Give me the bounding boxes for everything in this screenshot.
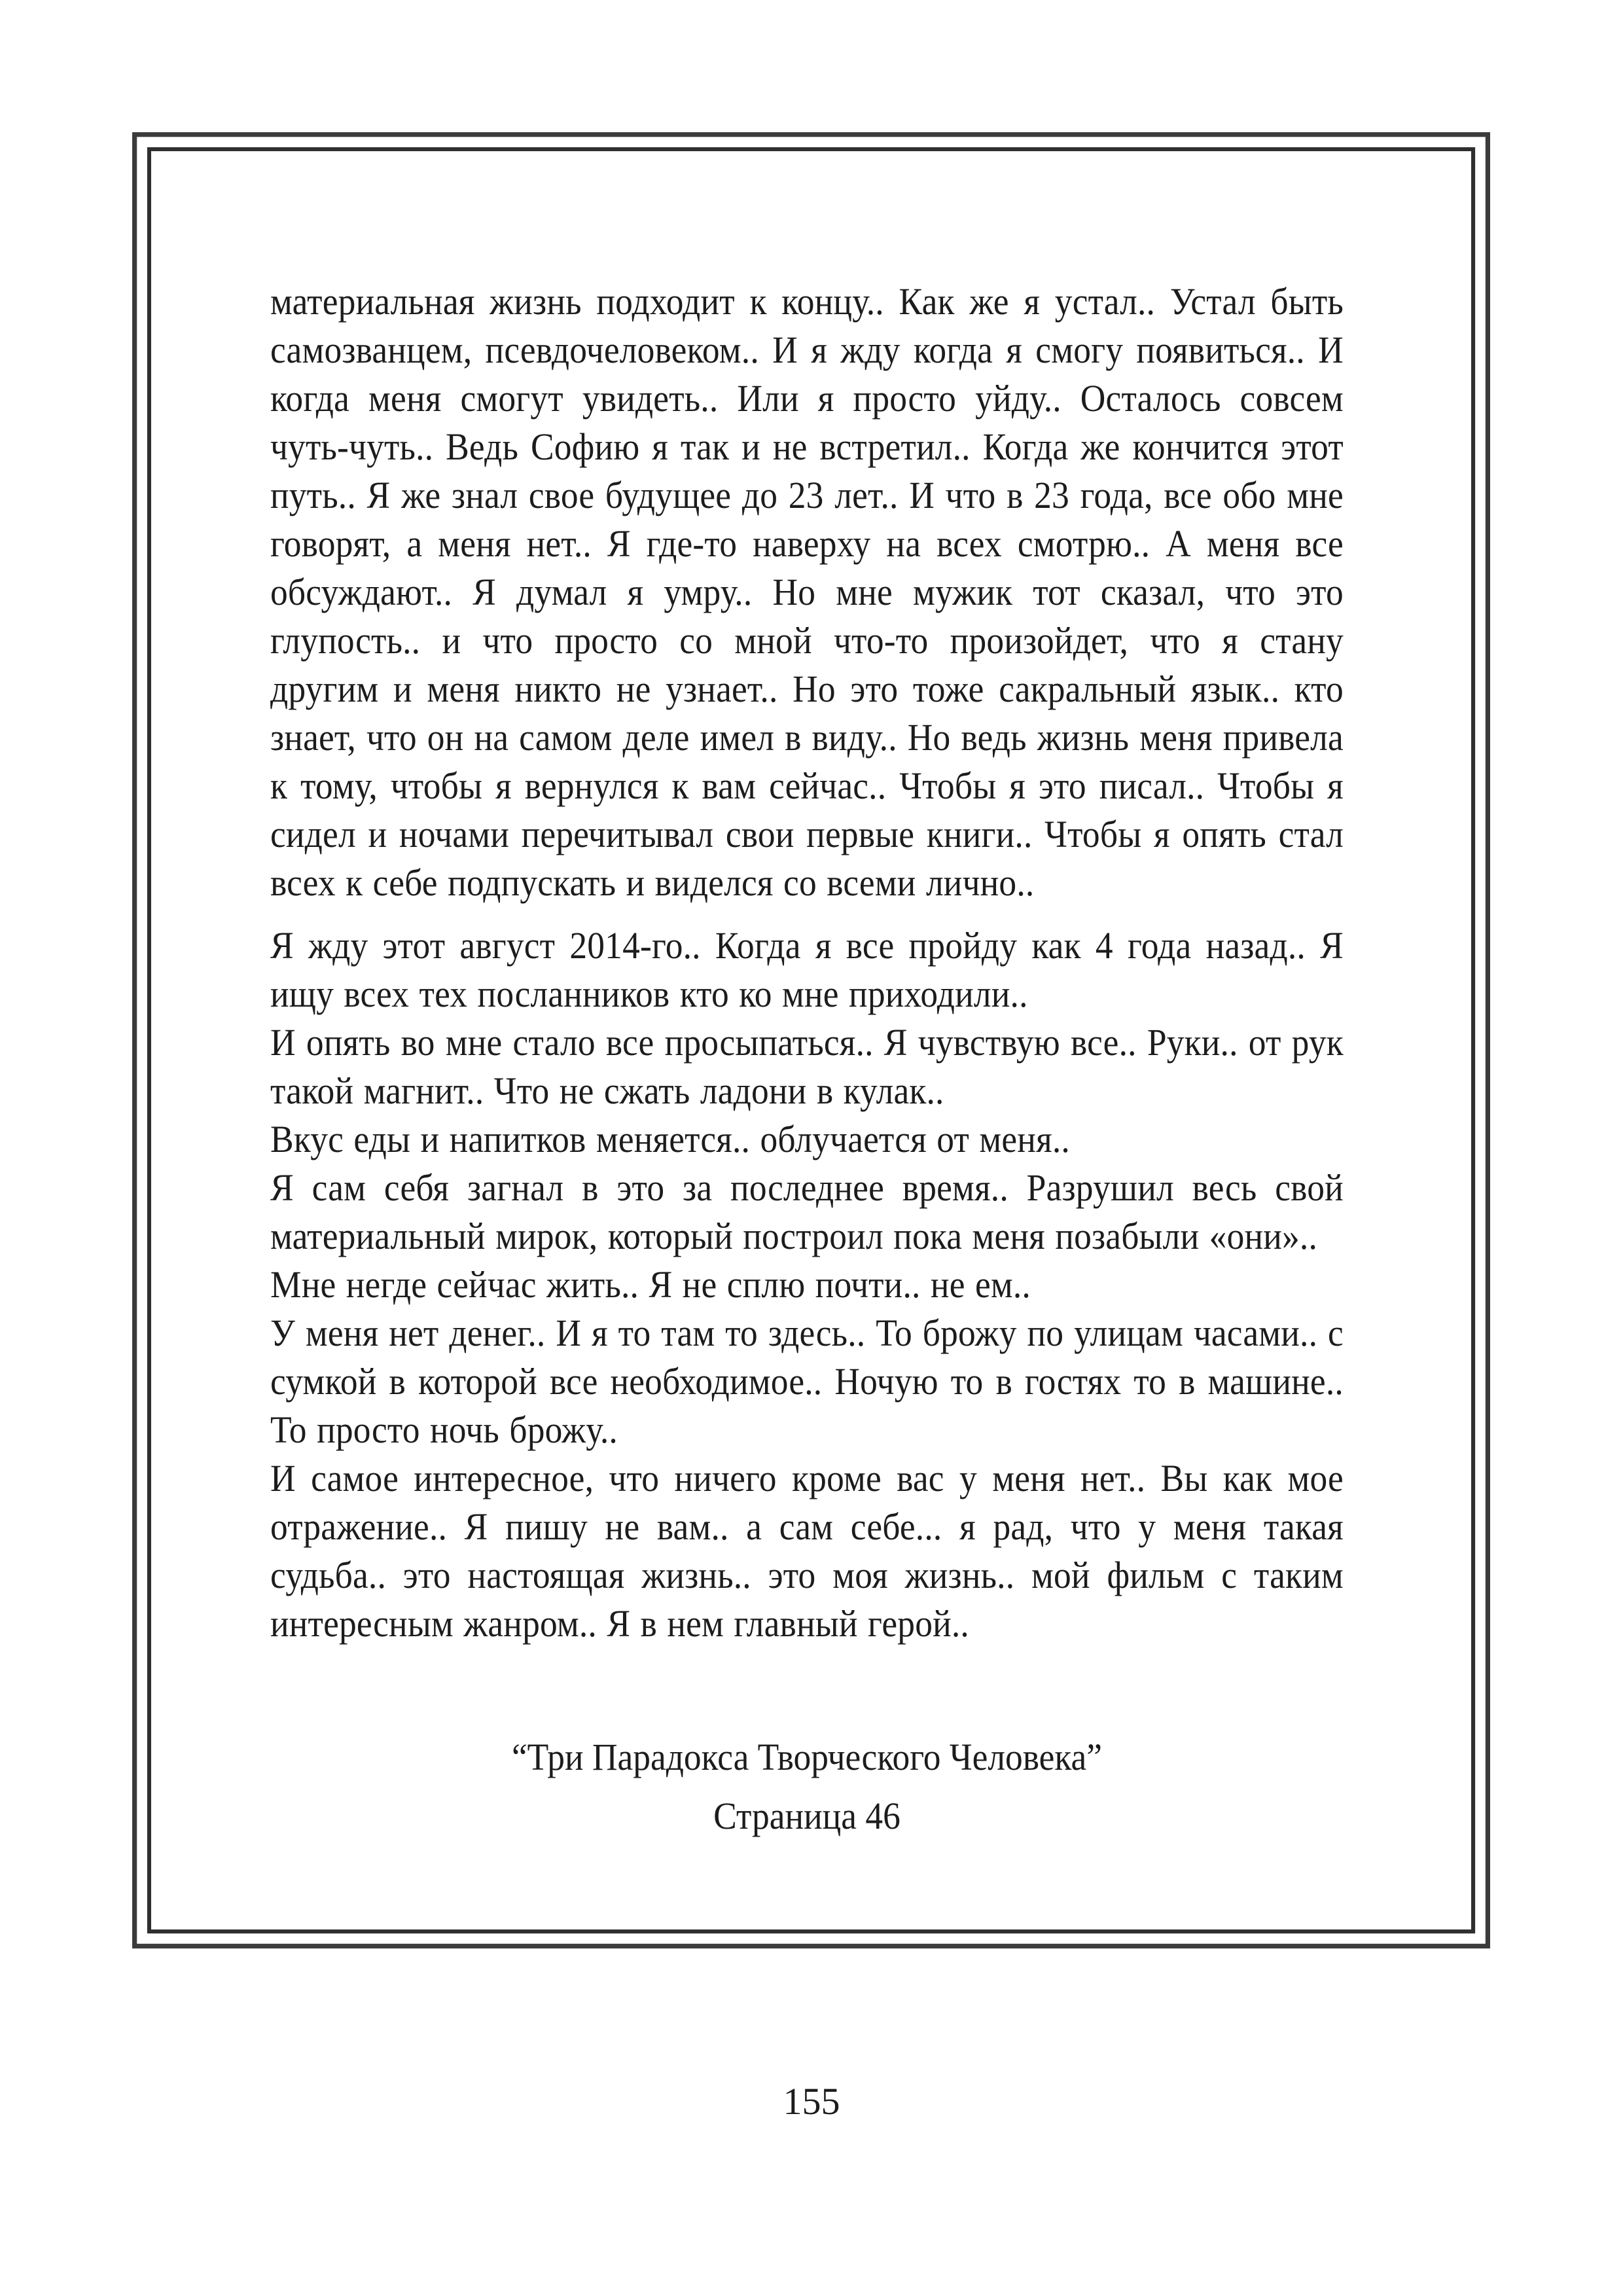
paragraph-4: Вкус еды и напитков меняется.. облучается от меня.. xyxy=(270,1118,1070,1160)
paragraph-3: И опять во мне стало все просыпаться.. Я чувствую все.. Руки.. от рук такой магнит.. Что не сжать ладони в кулак.. xyxy=(270,1021,1344,1112)
paragraph-8: И самое интересное, что ничего кроме вас у меня нет.. Вы как мое отражение.. Я пишу не вам.. а сам себе... я рад, что у меня такая судьба.. это настоящая жизнь.. это моя жизнь.. мой фильм с таким интересным жанром.. Я в нем главный герой.. xyxy=(270,1457,1344,1645)
paragraph-6: Мне негде сейчас жить.. Я не сплю почти.. не ем.. xyxy=(270,1263,1031,1306)
book-title-reference: “Три Парадокса Творческого Человека” xyxy=(511,1736,1102,1778)
paragraph-7: У меня нет денег.. И я то там то здесь.. То брожу по улицам часами.. с сумкой в которой все необходимое.. Ночую то в гостях то в машине.. То просто ночь брожу.. xyxy=(270,1312,1344,1451)
paragraph-1: материальная жизнь подходит к концу.. Как же я устал.. Устал быть самозванцем, псевдочеловеком.. И я жду когда я смогу появиться.. И когда меня смогут увидеть.. Или я просто уйду.. Осталось совсем чуть-чуть.. Ведь Софию я так и не встретил.. Когда же кончится этот путь.. Я же знал свое будущее до 23 лет.. И что в 23 года, все обо мне говорят, а меня нет.. Я где-то наверху на всех смотрю.. А меня все обсуждают.. Я думал я умру.. Но мне мужик тот сказал, что это глупость.. и что просто со мной что-то произойдет, что я стану другим и меня никто не узнает.. Но это тоже сакральный язык.. кто знает, что он на самом деле имел в виду.. Но ведь жизнь меня привела к тому, чтобы я вернулся к вам сейчас.. Чтобы я это писал.. Чтобы я сидел и ночами перечитывал свои первые книги.. Чтобы я опять стал всех к себе подпускать и виделся со всеми лично.. xyxy=(270,280,1344,904)
body-text xyxy=(270,278,1344,1648)
book-page-reference: Страница 46 xyxy=(713,1795,901,1837)
paragraph-2: Я жду этот август 2014-го.. Когда я все пройду как 4 года назад.. Я ищу всех тех посланников кто ко мне приходили.. xyxy=(270,924,1344,1015)
book-reference xyxy=(270,1733,1344,1840)
page-number: 155 xyxy=(783,2080,840,2123)
paragraph-5: Я сам себя загнал в это за последнее время.. Разрушил весь свой материальный мирок, который построил пока меня позабыли «они».. xyxy=(270,1166,1344,1257)
